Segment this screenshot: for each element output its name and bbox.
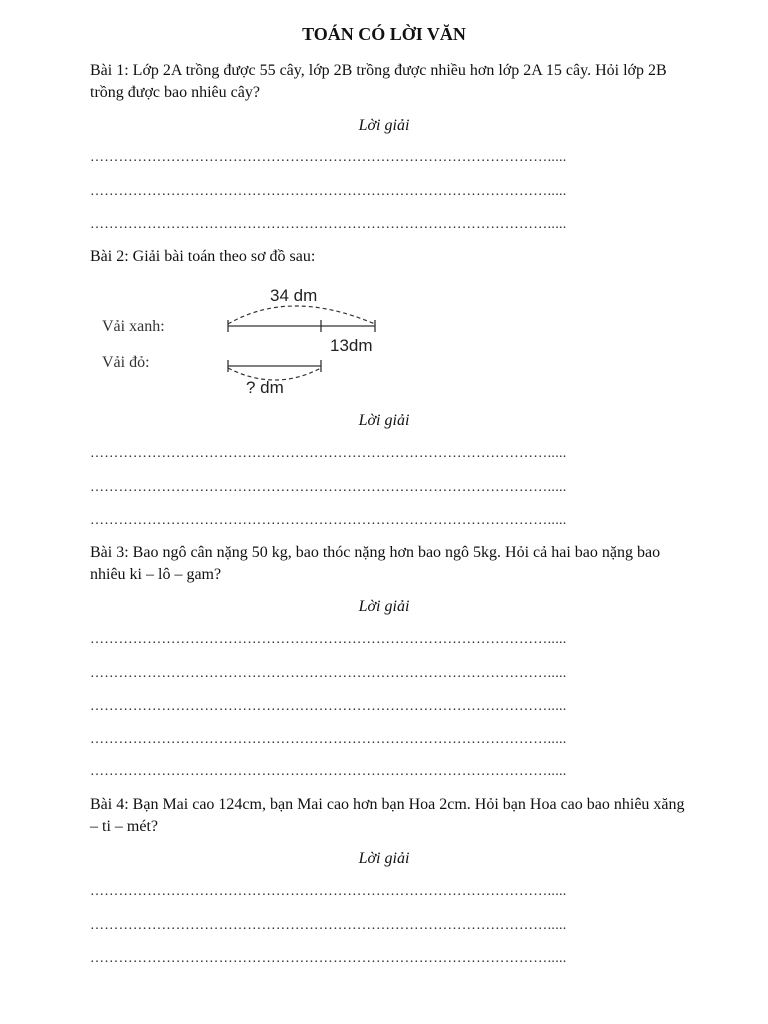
blue-cloth-label: Vải xanh: [102, 318, 165, 335]
total-brace [228, 306, 375, 324]
answer-line: ……………………………………………………………………………………..... [90, 666, 567, 681]
problem-1: Bài 1: Lớp 2A trồng được 55 cây, lớp 2B trồng được nhiều hơn lớp 2A 15 cây. Hỏi lớp 2B trồng được bao nhiêu cây? [90, 62, 667, 101]
problem-3: Bài 3: Bao ngô cân nặng 50 kg, bao thóc nặng hơn bao ngô 5kg. Hỏi cả hai bao nặng bao nhiêu ki – lô – gam? [90, 544, 661, 583]
answer-line: ……………………………………………………………………………………..... [90, 184, 567, 199]
answer-line: ……………………………………………………………………………………..... [90, 951, 567, 966]
red-cloth-label: Vải đỏ: [102, 354, 150, 371]
answer-line: ……………………………………………………………………………………..... [90, 480, 567, 495]
answer-line: ……………………………………………………………………………………..... [90, 884, 567, 899]
answer-line: ……………………………………………………………………………………..... [90, 150, 567, 165]
answer-line: ……………………………………………………………………………………..... [90, 918, 567, 933]
answer-line: ……………………………………………………………………………………..... [90, 732, 567, 747]
answer-line: ……………………………………………………………………………………..... [90, 764, 567, 779]
answer-line: ……………………………………………………………………………………..... [90, 513, 567, 528]
problem-2: Bài 2: Giải bài toán theo sơ đồ sau: [90, 248, 316, 265]
page-title: TOÁN CÓ LỜI VĂN [302, 24, 466, 44]
answer-line: ……………………………………………………………………………………..... [90, 632, 567, 647]
line-segment-diagram [90, 280, 410, 400]
difference-label: 13dm [330, 336, 373, 355]
solution-heading-4: Lời giải [358, 850, 410, 867]
unknown-length-label: ? dm [246, 378, 284, 397]
answer-line: ……………………………………………………………………………………..... [90, 217, 567, 232]
solution-heading-3: Lời giải [358, 598, 410, 615]
solution-heading-2: Lời giải [358, 412, 410, 429]
total-length-label: 34 dm [270, 286, 318, 305]
answer-line: ……………………………………………………………………………………..... [90, 446, 567, 461]
solution-heading-1: Lời giải [358, 117, 410, 134]
answer-line: ……………………………………………………………………………………..... [90, 699, 567, 714]
problem-4: Bài 4: Bạn Mai cao 124cm, bạn Mai cao hơn bạn Hoa 2cm. Hỏi bạn Hoa cao bao nhiêu xăng – ti – mét? [90, 796, 685, 835]
